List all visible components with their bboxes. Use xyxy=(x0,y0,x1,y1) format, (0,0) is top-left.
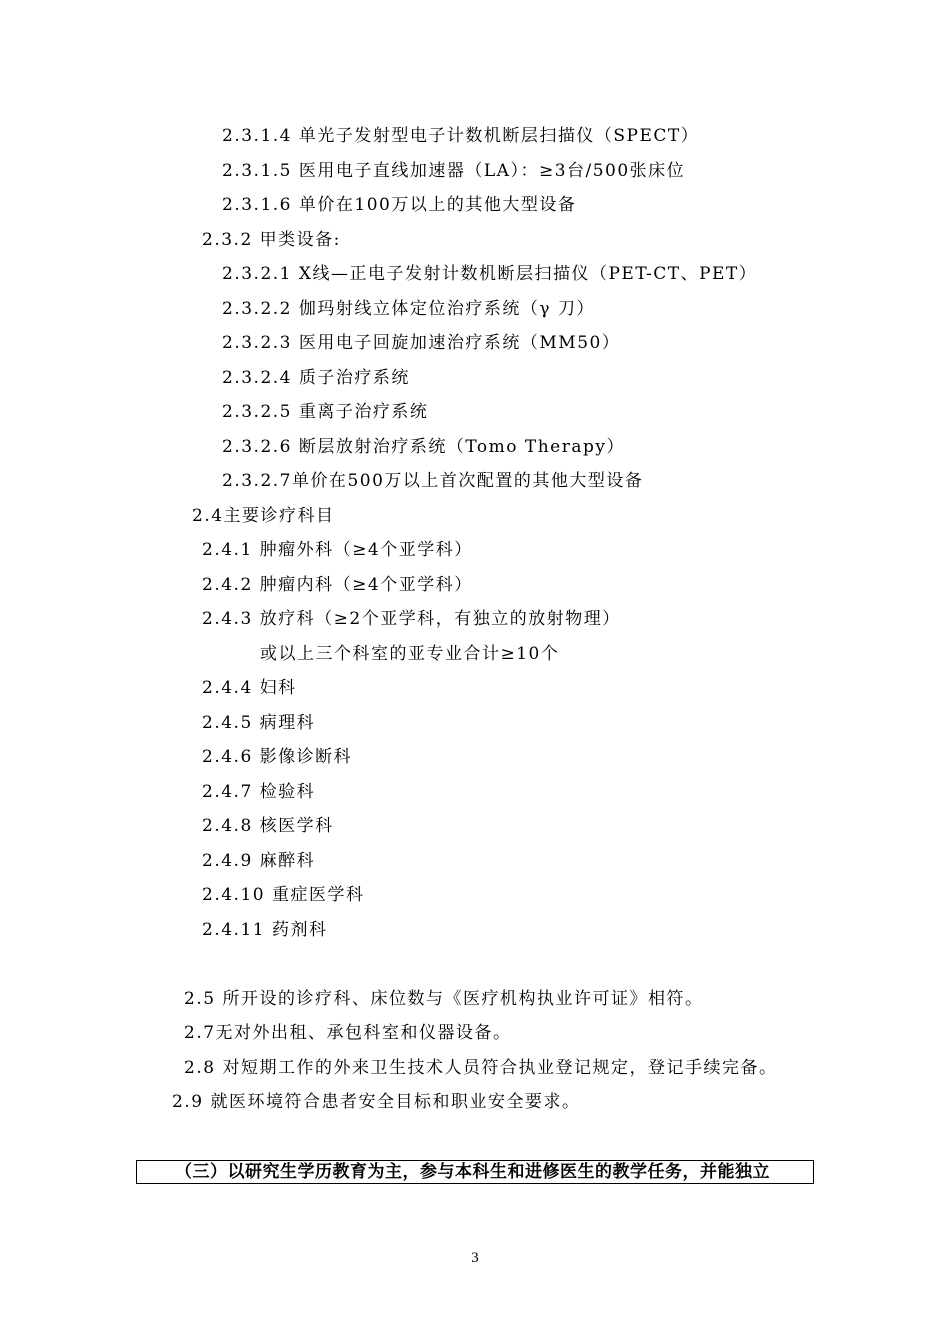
item-2-8: 2.8 对短期工作的外来卫生技术人员符合执业登记规定，登记手续完备。 xyxy=(184,1058,778,1078)
item-2-3-2: 2.3.2 甲类设备: xyxy=(202,230,341,250)
item-2-5: 2.5 所开设的诊疗科、床位数与《医疗机构执业许可证》相符。 xyxy=(184,989,704,1009)
item-2-9: 2.9 就医环境符合患者安全目标和职业安全要求。 xyxy=(172,1092,581,1112)
item-2-3-2-5: 2.3.2.5 重离子治疗系统 xyxy=(222,402,429,422)
item-2-4-1: 2.4.1 肿瘤外科（≥4个亚学科） xyxy=(202,540,473,560)
item-2-3-1-4: 2.3.1.4 单光子发射型电子计数机断层扫描仪（SPECT） xyxy=(222,126,700,146)
section-heading: （三）以研究生学历教育为主，参与本科生和进修医生的教学任务，并能独立 xyxy=(175,1162,770,1182)
item-2-4-4: 2.4.4 妇科 xyxy=(202,678,297,698)
item-2-3-2-7: 2.3.2.7单价在500万以上首次配置的其他大型设备 xyxy=(222,471,644,491)
item-2-4-3-note: 或以上三个科室的亚专业合计≥10个 xyxy=(260,644,560,664)
item-2-3-2-1: 2.3.2.1 X线—正电子发射计数机断层扫描仪（PET-CT、PET） xyxy=(222,264,758,284)
page-number: 3 xyxy=(471,1250,479,1266)
item-2-3-2-3: 2.3.2.3 医用电子回旋加速治疗系统（MM50） xyxy=(222,333,621,353)
item-2-4-2: 2.4.2 肿瘤内科（≥4个亚学科） xyxy=(202,575,473,595)
section-heading-box xyxy=(136,1160,814,1184)
item-2-4-5: 2.4.5 病理科 xyxy=(202,713,316,733)
item-2-4: 2.4主要诊疗科目 xyxy=(192,506,335,526)
item-2-4-8: 2.4.8 核医学科 xyxy=(202,816,334,836)
item-2-3-2-2: 2.3.2.2 伽玛射线立体定位治疗系统（γ 刀） xyxy=(222,299,595,319)
item-2-3-2-4: 2.3.2.4 质子治疗系统 xyxy=(222,368,410,388)
item-2-4-11: 2.4.11 药剂科 xyxy=(202,920,328,940)
item-2-4-3: 2.4.3 放疗科（≥2个亚学科，有独立的放射物理） xyxy=(202,609,621,629)
item-2-4-7: 2.4.7 检验科 xyxy=(202,782,316,802)
item-2-3-2-6: 2.3.2.6 断层放射治疗系统（Tomo Therapy） xyxy=(222,437,625,457)
item-2-7: 2.7无对外出租、承包科室和仪器设备。 xyxy=(184,1023,512,1043)
item-2-4-6: 2.4.6 影像诊断科 xyxy=(202,747,353,767)
item-2-4-10: 2.4.10 重症医学科 xyxy=(202,885,365,905)
item-2-3-1-5: 2.3.1.5 医用电子直线加速器（LA）：≥3台/500张床位 xyxy=(222,161,686,181)
item-2-4-9: 2.4.9 麻醉科 xyxy=(202,851,316,871)
item-2-3-1-6: 2.3.1.6 单价在100万以上的其他大型设备 xyxy=(222,195,577,215)
